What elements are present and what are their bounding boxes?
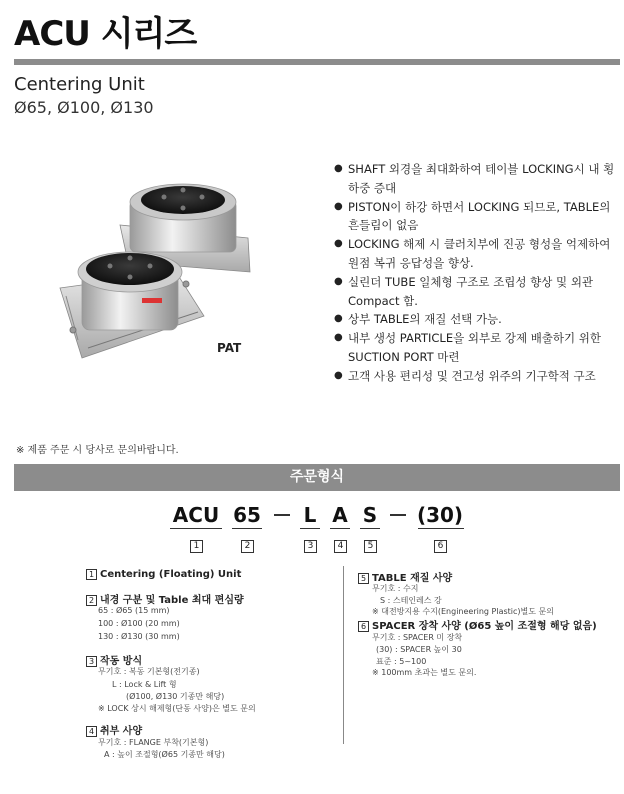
product-subtitle: Centering Unit <box>14 74 145 95</box>
product-sizes: Ø65, Ø100, Ø130 <box>14 98 154 117</box>
code-underline <box>170 528 222 529</box>
order-format-header: 주문형식 <box>14 464 620 491</box>
section-6-title: 6 SPACER 장착 사양 (Ø65 높이 조절형 해당 없음) <box>358 617 597 632</box>
code-number-box: 4 <box>334 540 347 553</box>
order-notice: ※ 제품 주문 시 당사로 문의바랍니다. <box>16 445 179 456</box>
section-4-line: 무기호 : FLANGE 부착(기본형) <box>98 738 209 747</box>
feature-item: ● LOCKING 해제 시 클러치부에 진공 형성을 억제하여 원점 복귀 응답성을 향상. <box>334 235 624 273</box>
code-number-box: 6 <box>434 540 447 553</box>
code-number-box: 2 <box>241 540 254 553</box>
order-code-mount: A <box>332 503 348 527</box>
code-underline <box>300 528 320 529</box>
order-code-table: S <box>362 503 378 527</box>
code-underline <box>232 528 262 529</box>
code-number-box: 1 <box>190 540 203 553</box>
section-6-line: ※ 100mm 초과는 별도 문의. <box>372 668 477 677</box>
order-code-size: 65 <box>233 503 261 527</box>
feature-item: ● 내부 생성 PARTICLE을 외부로 강제 배출하기 위한 SUCTION PORT 마련 <box>334 329 624 367</box>
section-1-title: 1 Centering (Floating) Unit <box>86 569 241 580</box>
order-code-series: ACU <box>172 503 220 527</box>
title-divider <box>14 59 620 65</box>
section-2-line: 100 : Ø100 (20 mm) <box>98 619 180 628</box>
section-5-line: 무기호 : 수지 <box>372 584 419 593</box>
feature-item: ● PISTON이 하강 하면서 LOCKING 되므로, TABLE의 흔들림이 없음 <box>334 198 624 236</box>
section-3-line: L : Lock & Lift 형 <box>112 680 177 689</box>
code-dash <box>390 514 406 516</box>
section-6-line: (30) : SPACER 높이 30 <box>376 645 462 654</box>
code-number-box: 3 <box>304 540 317 553</box>
feature-item: ● 상부 TABLE의 재질 선택 가능. <box>334 310 624 329</box>
section-3-line: 무기호 : 복동 기본형(전기종) <box>98 667 200 676</box>
section-5-title: 5 TABLE 재질 사양 <box>358 569 452 584</box>
section-5-line: ※ 대전방지용 수지(Engineering Plastic)별도 문의 <box>372 607 554 616</box>
section-4-line: A : 높이 조절형(Ø65 기종만 해당) <box>104 750 225 759</box>
feature-item: ● SHAFT 외경을 최대화하여 테이블 LOCKING시 내 횡하중 증대 <box>334 160 624 198</box>
pat-badge: PAT <box>217 341 242 355</box>
section-6-line: 무기호 : SPACER 미 장착 <box>372 633 463 642</box>
code-number-box: 5 <box>364 540 377 553</box>
page-title: ACU 시리즈 <box>14 14 197 54</box>
section-2-title: 2 내경 구분 및 Table 최대 편심량 <box>86 591 244 606</box>
section-2-line: 65 : Ø65 (15 mm) <box>98 606 170 615</box>
code-underline <box>330 528 350 529</box>
feature-item: ● 고객 사용 편리성 및 견고성 위주의 기구학적 구조 <box>334 367 624 386</box>
section-6-line: 표준 : 5~100 <box>376 657 427 666</box>
feature-item: ● 실린더 TUBE 일체형 구조로 조립성 향상 및 외관 Compact 함. <box>334 273 624 311</box>
order-code-spacer: (30) <box>416 503 464 527</box>
code-dash <box>274 514 290 516</box>
code-underline <box>418 528 464 529</box>
code-underline <box>360 528 380 529</box>
product-image <box>58 180 258 365</box>
section-3-line: ※ LOCK 상시 해제형(단동 사양)은 별도 문의 <box>98 704 256 713</box>
section-3-line: (Ø100, Ø130 기종만 해당) <box>126 692 225 701</box>
section-3-title: 3 작동 방식 <box>86 652 142 667</box>
section-5-line: S : 스테인레스 강 <box>380 596 442 605</box>
order-code-operation: L <box>303 503 317 527</box>
section-2-line: 130 : Ø130 (30 mm) <box>98 632 180 641</box>
column-divider <box>343 566 344 744</box>
feature-list <box>334 160 624 386</box>
section-4-title: 4 취부 사양 <box>86 722 142 737</box>
